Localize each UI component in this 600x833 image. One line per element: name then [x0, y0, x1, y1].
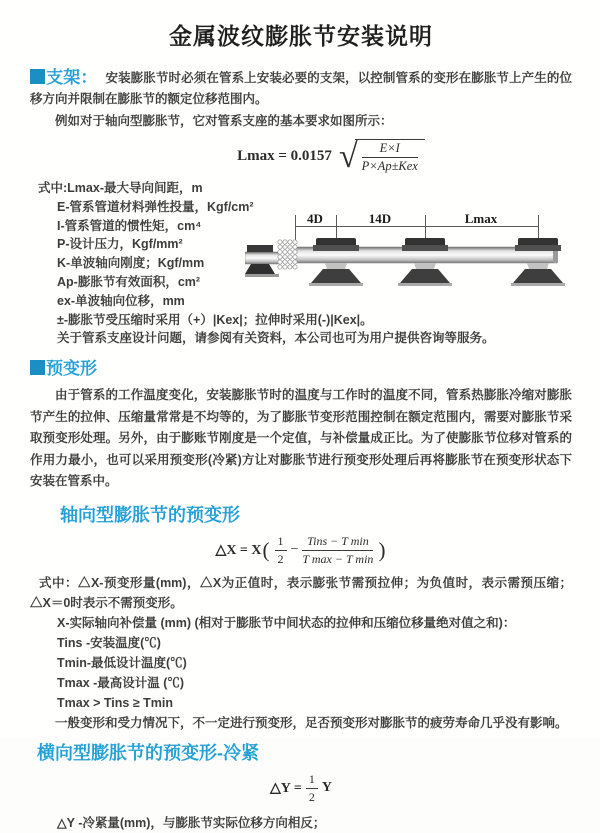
- definition-item: P-设计压力，Kgf/mm²: [57, 237, 183, 252]
- formula-dy-rhs: Y: [321, 780, 332, 796]
- support-intro-text: 安装膨胀节时必须在管系上安装必要的支架，以控制管系的变形在膨胀节上产生的位移方向并限制在膨胀节的额定位移范围内。: [30, 71, 572, 106]
- definition-item: ±-膨胀节受压缩时采用（+）|Kex|；拉伸时采用(-)|Kex|。: [57, 312, 373, 327]
- preform-section-head: [30, 358, 572, 380]
- section-square-icon: [30, 360, 45, 375]
- axial-preform-heading: 轴向型膨胀节的预变形: [60, 504, 240, 525]
- formula-delta-x: [30, 534, 572, 567]
- formula-delta-y: [30, 772, 572, 805]
- axial-def-line: Tmax > Tins ≥ Tmin: [57, 695, 174, 710]
- formula-dy-lhs: △Y =: [270, 780, 302, 796]
- definitions-and-diagram: [30, 179, 572, 348]
- definition-item: E-管系管道材料弹性投量，Kgf/cm²: [57, 199, 254, 214]
- section-square-icon: [30, 69, 45, 84]
- preform-paragraph: 由于管系的工作温度变化，安装膨胀节时的温度与工作时的温度不同，管系热膨胀冷缩对膨胀节产生的拉伸、压缩量常常是不均等的，为了膨胀节变形范围控制在额定范围内，需要对膨胀节采取预变形处理。另外，由于膨账节刚度是一个定值，与补偿量成正比。为了使膨胀节位移对管系的作用力最小，也可以采用预变形(冷紧)方让对膨胀节进行预变形处理后再将膨胀节在预变形状态下安装在管系中。: [30, 388, 572, 489]
- fraction-one-half: [275, 534, 287, 567]
- close-paren: ): [378, 537, 386, 562]
- axial-def-line: Tmax -最高设计温 (℃): [57, 675, 185, 690]
- definition-item: 式中:Lmax-最大导向间距，m: [38, 181, 203, 195]
- lateral-preform-heading: 横向型膨胀节的预变形-冷紧: [37, 742, 259, 763]
- sqrt-fraction: [355, 139, 425, 174]
- axial-where-paragraph: 式中：△X-预变形量(mm)，△X为正值时，表示膨张节需预拉伸；为负值时，表示需预压缩；△X＝0时表示不需预变形。: [30, 575, 572, 610]
- support-section-label: 支架：: [46, 68, 98, 87]
- axial-def-line: Tmin-最低设计温度(℃): [57, 655, 187, 670]
- formula-lmax-lhs: Lmax = 0.0157: [237, 148, 332, 164]
- page-title: 金属波纹膨胀节安装说明: [169, 23, 433, 49]
- dimension-label-14d: 14D: [368, 211, 392, 226]
- preform-section-label: 预变形: [46, 359, 97, 379]
- fraction-temperature: [302, 534, 373, 567]
- minus-sign: −: [290, 542, 299, 558]
- fraction-numerator: 1: [275, 534, 287, 551]
- axial-def-line: Tins -安装温度(℃): [57, 635, 161, 650]
- fraction-one-half: [306, 772, 318, 805]
- axial-def-line: X-实际轴向补偿量 (mm) (相对于膨胀节中间状态的拉伸和压缩位移量绝对值之和)：: [57, 615, 516, 630]
- axial-closing-line: 一般变形和受力情况下，不一定进行预变形，足否预变形对膨胀节的疲劳寿命几乎没有影响。: [55, 715, 568, 730]
- formula-lmax-denominator: P×Ap±Kex: [361, 159, 418, 173]
- support-section-intro: [30, 67, 572, 110]
- sqrt-symbol: √: [338, 138, 358, 176]
- formula-lmax: [60, 139, 600, 174]
- fraction-numerator: Tins − T min: [302, 534, 373, 551]
- dimension-label-lmax: Lmax: [464, 211, 498, 226]
- formula-dx-lhs: △X = X: [215, 542, 262, 558]
- fraction-denominator: 2: [308, 789, 315, 804]
- lateral-note-line: △Y -冷紧量(mm)，与膨胀节实际位移方向相反；: [57, 815, 326, 830]
- pipe-stub: [245, 252, 279, 264]
- support-example-line: 例如对于轴向型膨胀节，它对管系支座的基本要求如图所示：: [55, 114, 393, 128]
- dimension-label-4d: 4D: [307, 211, 323, 226]
- definition-item: I-管系管道的惯性矩，cm⁴: [57, 218, 202, 233]
- definition-item: Ap-膨胀节有效面积，cm²: [57, 274, 201, 289]
- definition-item: K-单波轴向刚度；Kgf/mm: [57, 256, 205, 271]
- open-paren: (: [262, 537, 270, 562]
- pipe-support-diagram: [245, 206, 600, 306]
- bellows-icon: [278, 240, 297, 269]
- fraction-numerator: 1: [306, 772, 318, 789]
- support-note: 关于管系支座设计问题，请参阅有关资料，本公司也可为用户提供咨询等服务。: [57, 331, 495, 346]
- fraction-denominator: 2: [277, 551, 284, 566]
- definition-item: ex-单波轴向位移，mm: [57, 293, 185, 308]
- sqrt-radical: [339, 139, 425, 174]
- formula-lmax-numerator: E×I: [362, 141, 418, 158]
- fraction-denominator: T max − T min: [302, 551, 374, 566]
